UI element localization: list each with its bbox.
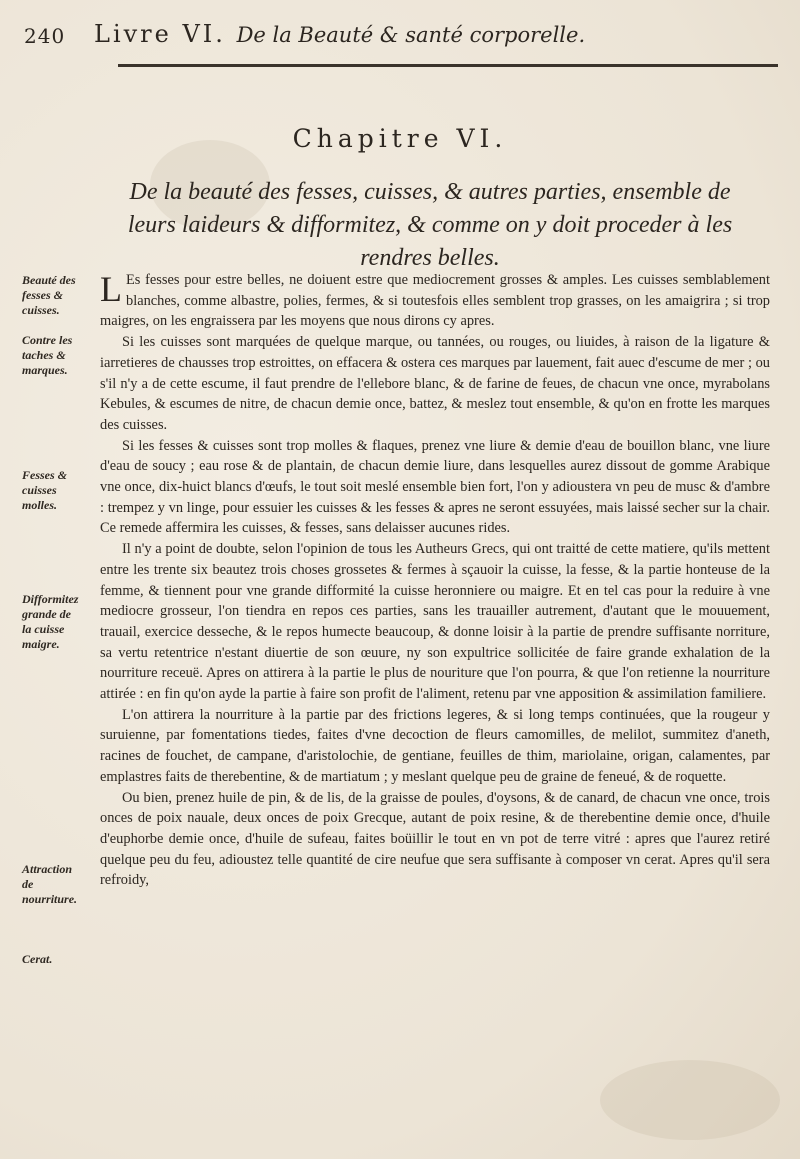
- drop-cap: L: [100, 269, 122, 309]
- margin-note: Difformitez grande de la cuisse maigre.: [22, 592, 79, 651]
- running-head: [24, 18, 784, 54]
- paragraph: Si les fesses & cuisses sont trop molles & flaques, prenez vne liure & demie d'eau de bouillon blanc, vne liure d'eau de soucy ; eau rose & de plantain, de chacun demie liure, dans lesquelles aurez dissout de gomme Arabique vne once, dix-huict blancs d'œufs, le tout soit meslé ensemble bien fort, l'on y adioustera vn peu de musc & d'ambre : trempez y vn linge, pour essuier les cuisses & les fesses & apres ne seront essuyées, mais laissé secher sur la chair. Ce remede affermira les cuisses, & fesses, sans delaisser aucunes rides.: [100, 437, 770, 537]
- page-number: 240: [24, 24, 66, 48]
- margin-note: Beauté des fesses & cuisses.: [22, 273, 76, 317]
- paragraph-text: Es fesses pour estre belles, ne doiuent estre que mediocrement grosses & amples. Les cuisses semblablement blanches, comme albastre, polies, fermes, & si toutesfois elles semblent trop grasses, on les amaigrira ; si trop maigres, on les engraissera par les moyens que nous dirons cy apres.: [100, 272, 770, 330]
- paragraph: L'on attirera la nourriture à la partie par des frictions legeres, & si long temps continuées, que la rougeur y suruienne, par fomentations tiedes, faites d'vne decoction de fleurs camomilles, de melilot, summitez d'aneth, racines de fouchet, de campane, d'aristolochie, de gentiane, feuilles de thim, mariolaine, origan, calamentes, par emplastres faits de therebentine, & de martiatum ; y meslant quelque peu de graine de feneué, & de roquette.: [100, 706, 770, 785]
- chapter-heading: Chapitre VI.: [292, 124, 508, 153]
- paragraph: Si les cuisses sont marquées de quelque marque, ou tannées, ou rouges, ou liuides, à raison de la ligature & iarretieres de chausses trop estroittes, on effacera & ostera ces marques par lauement, fait auec d'escume de mer ; ou s'il n'y a de cette escume, il faut prendre de l'ellebore blanc, & de farine de feues, de chacun vne once, myrabolans Kebules, & escumes de nitre, de chacun demie once, battez, & meslez tout ensemble, & qu'on en frotte les marques des cuisses.: [100, 334, 770, 433]
- paragraph: [100, 270, 770, 332]
- header-rule: [118, 64, 778, 67]
- body-text: [100, 270, 770, 891]
- margin-note: Fesses & cuisses molles.: [22, 468, 67, 512]
- paragraph: Il n'y a point de doubte, selon l'opinion de tous les Autheurs Grecs, qui ont traitté de cette matiere, qu'ils mettent entre les trente six beautez trois choses grossetes & fermes à sçauoir la cuisse, la fesse, & la partie honteuse de la femme, & tiennent pour vne grande difformité la cuisse heronniere ou maigre. Et en tel cas pour la reduire à vne mediocre grosseur, l'on tiendra en repos ces parties, sans les trauailler autrement, d'autant que le mouuement, trauail, exercice desseche, & le repos humecte beaucoup, & donne loisir à la partie de prendre suffisante norriture, sa vertu retentrice n'estant diuertie de son œuure, ny son expultrice sollicitée de faire grande exhalation de la nourriture receuë. Apres on attirera à la partie le plus de nouriture que l'on pourra, & que l'on retienne la nourriture attirée : en fin qu'on ayde la partie à faire son profit de l'aliment, retenu par vne apposition & assimilation familiere.: [100, 541, 770, 703]
- margin-note: Cerat.: [22, 952, 53, 966]
- paragraph: Ou bien, prenez huile de pin, & de lis, de la graisse de poules, d'oysons, & de canard, de chacun vne once, trois onces de poix nauale, deux onces de poix Grecque, autant de poix resine, & de therebentine demie once, d'huile d'euphorbe demie once, d'huile de sufeau, faites boüillir le tout en vn pot de terre vitré : apres que l'aurez retiré quelque peu du feu, adioustez telle quantité de cire neufue que sera suffisante à composer vn cerat. Apres qu'il sera refroidy,: [100, 789, 770, 889]
- running-title: [94, 20, 585, 48]
- book-subject: De la Beauté & santé corporelle.: [236, 23, 586, 47]
- margin-note: Contre les taches & marques.: [22, 333, 73, 377]
- margin-note: Attraction de nourriture.: [22, 862, 78, 906]
- paper-stain: [600, 1060, 780, 1140]
- book-label: Livre VI.: [94, 20, 226, 48]
- chapter-subtitle: De la beauté des fesses, cuisses, & autres parties, ensemble de leurs laideurs & difformitez, & comme on y doit proceder à les rendres belles.: [127, 179, 733, 271]
